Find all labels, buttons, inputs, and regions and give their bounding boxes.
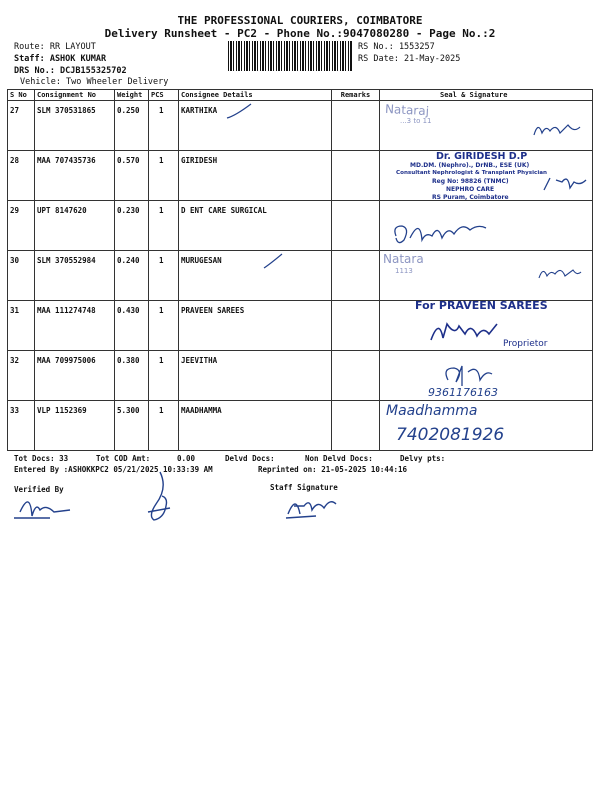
nataraj-stamp-line: 1113 [395, 267, 413, 275]
cell-consignee: GIRIDESH [179, 151, 332, 201]
cell-sno: 32 [8, 351, 35, 401]
cell-remarks [332, 201, 380, 251]
total-docs: Tot Docs: 33 [14, 454, 69, 463]
cell-weight: 0.430 [115, 301, 149, 351]
table-row [8, 401, 593, 451]
cell-consignee: MURUGESAN [179, 251, 332, 301]
signature-icon [438, 360, 498, 388]
col-seal-signature: Seal & Signature [380, 90, 593, 101]
doctor-stamp-reg: Reg No: 98826 (TNMC) [432, 178, 509, 185]
cell-weight: 0.380 [115, 351, 149, 401]
cell-pcs: 1 [149, 201, 179, 251]
cell-consignment: MAA 707435736 [35, 151, 115, 201]
cell-consignee: PRAVEEN SAREES [179, 301, 332, 351]
total-cod-label: Tot COD Amt: [96, 454, 151, 463]
nataraj-stamp: Natara [383, 252, 424, 266]
route-label: Route: RR LAYOUT [14, 42, 96, 52]
tick-mark-icon [262, 252, 284, 272]
cell-remarks [332, 351, 380, 401]
cell-weight: 0.250 [115, 101, 149, 151]
runsheet-subtitle: Delivery Runsheet - PC2 - Phone No.:9047080280 - Page No.:2 [104, 27, 496, 40]
tick-mark-icon [225, 102, 255, 122]
col-consignee: Consignee Details [179, 90, 332, 101]
doctor-stamp-clinic: NEPHRO CARE [446, 186, 495, 193]
praveen-sarees-stamp: For PRAVEEN SAREES [415, 299, 548, 312]
handwritten-phone: 9361176163 [428, 386, 498, 399]
cell-consignee: KARTHIKA [179, 101, 332, 151]
cell-consignee: MAADHAMMA [179, 401, 332, 451]
rs-date: RS Date: 21-May-2025 [358, 54, 461, 64]
cell-sno: 28 [8, 151, 35, 201]
cell-sno: 29 [8, 201, 35, 251]
handwritten-name: Maadhamma [386, 403, 478, 419]
cell-pcs: 1 [149, 151, 179, 201]
total-cod-value: 0.00 [177, 454, 196, 463]
signature-icon [540, 168, 590, 198]
cell-sno: 33 [8, 401, 35, 451]
table-header-row [8, 90, 593, 101]
cell-remarks [332, 101, 380, 151]
cell-remarks [332, 151, 380, 201]
signature-icon [390, 214, 500, 254]
supervisor-signature-icon [140, 468, 180, 528]
cell-weight: 0.230 [115, 201, 149, 251]
delivered-docs: Delvd Docs: [225, 454, 275, 463]
cell-pcs: 1 [149, 251, 179, 301]
staff-signature-icon [282, 488, 342, 520]
col-consignment: Consignment No [35, 90, 115, 101]
cell-weight: 0.240 [115, 251, 149, 301]
handwritten-phone: 7402081926 [396, 425, 505, 445]
signature-icon [425, 314, 515, 346]
vehicle-label: Vehicle: Two Wheeler Delivery [20, 77, 169, 87]
entered-by: Entered By :ASHOKKPC2 05/21/2025 10:33:39 AM [14, 465, 213, 474]
table-row [8, 101, 593, 151]
doctor-stamp-place: RS Puram, Coimbatore [432, 194, 509, 201]
rs-number: RS No.: 1553257 [358, 42, 435, 52]
cell-pcs: 1 [149, 401, 179, 451]
cell-consignment: VLP 1152369 [35, 401, 115, 451]
verified-by-label: Verified By [14, 485, 64, 494]
cell-pcs: 1 [149, 301, 179, 351]
runsheet-table [7, 89, 593, 451]
cell-pcs: 1 [149, 351, 179, 401]
cell-sno: 30 [8, 251, 35, 301]
barcode [228, 41, 352, 71]
col-sno: S No [8, 90, 35, 101]
cell-consignment: SLM 370552984 [35, 251, 115, 301]
cell-weight: 5.300 [115, 401, 149, 451]
table-row [8, 201, 593, 251]
reprinted-on: Reprinted on: 21-05-2025 10:44:16 [258, 465, 408, 474]
cell-consignment: UPT 8147620 [35, 201, 115, 251]
cell-weight: 0.570 [115, 151, 149, 201]
cell-consignment: SLM 370531865 [35, 101, 115, 151]
col-weight: Weight [115, 90, 149, 101]
cell-sno: 27 [8, 101, 35, 151]
cell-remarks [332, 251, 380, 301]
company-title: THE PROFESSIONAL COURIERS, COIMBATORE [177, 14, 423, 27]
cell-sno: 31 [8, 301, 35, 351]
table-row [8, 351, 593, 401]
col-pcs: PCS [149, 90, 179, 101]
cell-pcs: 1 [149, 101, 179, 151]
signature-icon [535, 260, 585, 285]
non-delivered-docs: Non Delvd Docs: [305, 454, 373, 463]
doctor-stamp-name: Dr. GIRIDESH D.P [436, 151, 528, 162]
nataraj-stamp: Nataraj [384, 101, 430, 119]
cell-remarks [332, 401, 380, 451]
cell-remarks [332, 301, 380, 351]
doctor-stamp-quals: MD.DM. (Nephro)., DrNB., ESE (UK) [410, 162, 530, 169]
proprietor-stamp: Proprietor [503, 339, 548, 349]
signature-icon [528, 115, 588, 145]
cell-consignee: JEEVITHA [179, 351, 332, 401]
verifier-signature-icon [10, 488, 80, 524]
cell-consignment: MAA 709975006 [35, 351, 115, 401]
drs-label: DRS No.: DCJB155325702 [14, 66, 127, 76]
table-row [8, 251, 593, 301]
doctor-stamp-title: Consultant Nephrologist & Transplant Physician [396, 170, 548, 176]
staff-signature-label: Staff Signature [270, 483, 338, 492]
nataraj-stamp-line: ...3 to 11 [400, 117, 432, 125]
delivery-points: Delvy pts: [400, 454, 446, 463]
cell-consignee: D ENT CARE SURGICAL [179, 201, 332, 251]
staff-label: Staff: ASHOK KUMAR [14, 54, 107, 64]
cell-consignment: MAA 111274748 [35, 301, 115, 351]
col-remarks: Remarks [332, 90, 380, 101]
